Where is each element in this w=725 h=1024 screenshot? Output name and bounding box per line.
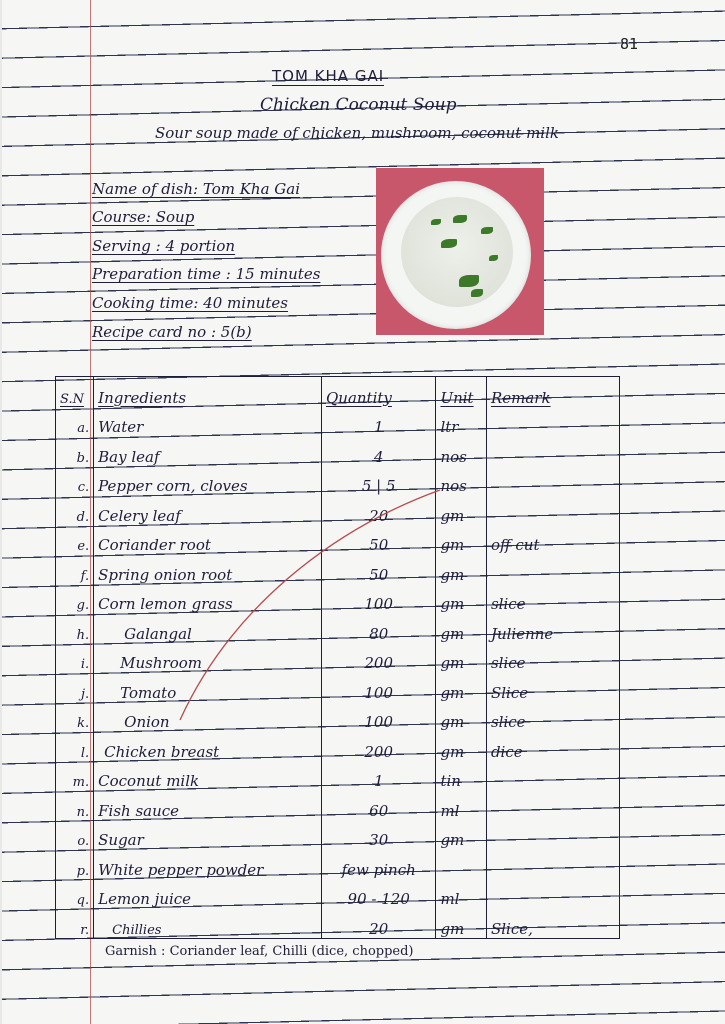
cell-remark: slice xyxy=(486,643,619,673)
cell-unit: gm xyxy=(436,643,487,673)
cell-unit: ml xyxy=(436,790,487,820)
cell-quantity: 200 xyxy=(322,643,436,673)
cell-remark: off cut xyxy=(486,525,619,555)
cell-quantity: 50 xyxy=(322,525,436,555)
cell-ingredient: Mushroom xyxy=(94,643,322,673)
cell-unit: gm xyxy=(436,554,487,584)
cell-unit: gm xyxy=(436,495,487,525)
cell-sn: j. xyxy=(56,672,94,702)
detail-course: Course: Soup xyxy=(92,208,195,226)
cell-sn: p. xyxy=(56,849,94,879)
cell-quantity: 80 xyxy=(322,613,436,643)
cell-ingredient: Onion xyxy=(94,702,322,732)
cell-remark: Julienne xyxy=(486,613,619,643)
cell-quantity: 50 xyxy=(322,554,436,584)
cell-ingredient: Fish sauce xyxy=(94,790,322,820)
cell-unit: gm xyxy=(436,731,487,761)
cell-unit: ltr xyxy=(436,407,487,437)
cell-ingredient: Chillies xyxy=(94,908,322,938)
cell-sn: r. xyxy=(56,908,94,938)
cell-sn: m. xyxy=(56,761,94,791)
cell-quantity: 1 xyxy=(322,761,436,791)
cell-remark: slice xyxy=(486,584,619,614)
cell-unit: gm xyxy=(436,525,487,555)
cell-ingredient: Coconut milk xyxy=(94,761,322,791)
cell-sn: c. xyxy=(56,466,94,496)
garnish-note: Garnish : Coriander leaf, Chilli (dice, chopped) xyxy=(105,944,414,959)
cell-ingredient: Coriander root xyxy=(94,525,322,555)
cell-sn: a. xyxy=(56,407,94,437)
header-sn: S.N xyxy=(56,377,94,407)
cell-quantity: 200 xyxy=(322,731,436,761)
cell-unit: gm xyxy=(436,908,487,938)
cell-quantity: 100 xyxy=(322,672,436,702)
cell-sn: k. xyxy=(56,702,94,732)
recipe-subtitle: Chicken Coconut Soup xyxy=(260,95,457,115)
cell-ingredient: White pepper powder xyxy=(94,849,322,879)
cell-sn: i. xyxy=(56,643,94,673)
detail-name: Name of dish: Tom Kha Gai xyxy=(92,180,301,198)
cell-sn: n. xyxy=(56,790,94,820)
cell-sn: d. xyxy=(56,495,94,525)
cell-sn: q. xyxy=(56,879,94,909)
cell-ingredient: Chicken breast xyxy=(94,731,322,761)
cell-sn: g. xyxy=(56,584,94,614)
cell-unit: nos xyxy=(436,436,487,466)
cell-unit: ml xyxy=(436,879,487,909)
header-unit: Unit xyxy=(436,377,487,407)
header-remark: Remark xyxy=(486,377,619,407)
cell-ingredient: Corn lemon grass xyxy=(94,584,322,614)
cell-quantity: 5 | 5 xyxy=(322,466,436,496)
cell-remark: Slice xyxy=(486,672,619,702)
cell-quantity: 4 xyxy=(322,436,436,466)
cell-sn: o. xyxy=(56,820,94,850)
cell-quantity: few pinch xyxy=(322,849,436,879)
page-number: 81 xyxy=(620,35,639,53)
recipe-title: TOM KHA GAI xyxy=(272,67,385,85)
cell-ingredient: Celery leaf xyxy=(94,495,322,525)
cell-ingredient: Spring onion root xyxy=(94,554,322,584)
detail-recipe-card: Recipe card no : 5(b) xyxy=(92,323,252,341)
cell-sn: e. xyxy=(56,525,94,555)
cell-ingredient: Pepper corn, cloves xyxy=(94,466,322,496)
detail-serving: Serving : 4 portion xyxy=(92,237,236,255)
cell-quantity: 20 xyxy=(322,495,436,525)
cell-unit: gm xyxy=(436,584,487,614)
detail-cook-time: Cooking time: 40 minutes xyxy=(92,294,289,312)
cell-sn: b. xyxy=(56,436,94,466)
cell-unit: gm xyxy=(436,672,487,702)
cell-remark: dice xyxy=(486,731,619,761)
cell-ingredient: Water xyxy=(94,407,322,437)
recipe-description: Sour soup made of chicken, mushroom, coconut milk xyxy=(155,124,559,142)
cell-sn: f. xyxy=(56,554,94,584)
cell-quantity: 1 xyxy=(322,407,436,437)
cell-quantity: 90 - 120 xyxy=(322,879,436,909)
cell-quantity: 30 xyxy=(322,820,436,850)
cell-remark: Slice, xyxy=(486,908,619,938)
cell-unit: gm xyxy=(436,702,487,732)
cell-unit: tin xyxy=(436,761,487,791)
header-ingredients: Ingredients xyxy=(94,377,322,407)
cell-quantity: 100 xyxy=(322,702,436,732)
cell-unit: gm xyxy=(436,613,487,643)
cell-unit: nos xyxy=(436,466,487,496)
cell-ingredient: Tomato xyxy=(94,672,322,702)
red-curve-stroke xyxy=(180,490,440,720)
cell-sn: l. xyxy=(56,731,94,761)
cell-ingredient: Sugar xyxy=(94,820,322,850)
cell-ingredient: Lemon juice xyxy=(94,879,322,909)
cell-quantity: 20 xyxy=(322,908,436,938)
cell-remark: slice xyxy=(486,702,619,732)
cell-quantity: 100 xyxy=(322,584,436,614)
header-quantity: Quantity xyxy=(322,377,436,407)
cell-unit: gm xyxy=(436,820,487,850)
cell-ingredient: Bay leaf xyxy=(94,436,322,466)
cell-sn: h. xyxy=(56,613,94,643)
cell-ingredient: Galangal xyxy=(94,613,322,643)
cell-quantity: 60 xyxy=(322,790,436,820)
detail-prep-time: Preparation time : 15 minutes xyxy=(92,265,321,283)
